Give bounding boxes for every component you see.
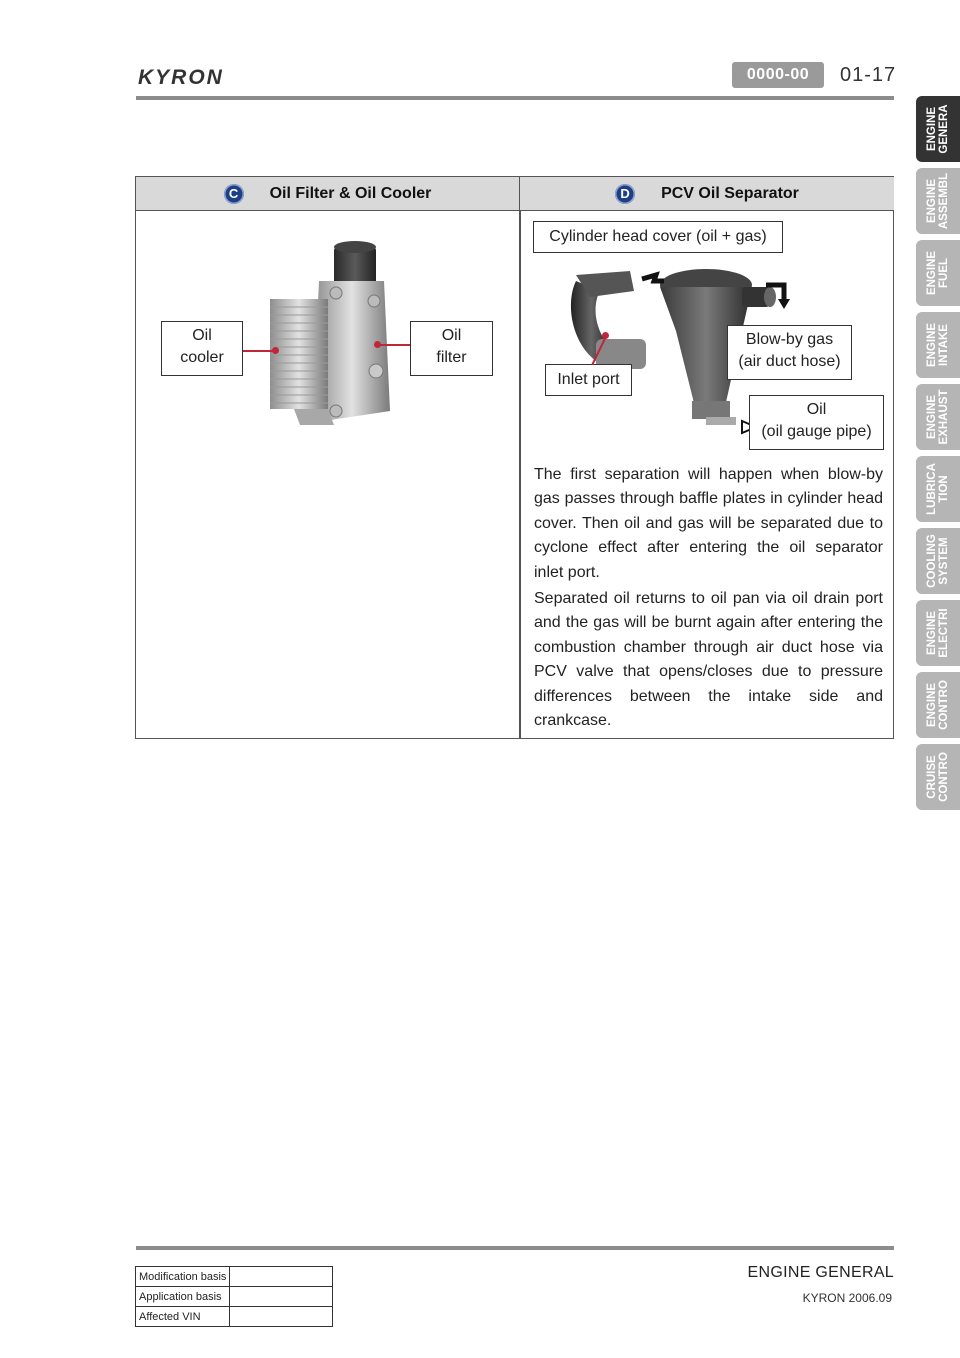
description-paragraph-1: The first separation will happen when blow-by gas passes through baffle plates in cylinder head cover. Then oil and gas will be separated due to cyclone effect after entering the oil separator inlet port. <box>534 466 883 581</box>
oil-filter-cooler-photo <box>264 241 394 431</box>
leader-oil-cooler <box>243 350 275 352</box>
leader-dot-oil-filter <box>374 341 381 348</box>
callout-oil-cooler <box>161 321 243 376</box>
side-tab-7[interactable] <box>916 600 960 666</box>
application-basis-label: Application basis <box>136 1287 230 1307</box>
affected-vin-label: Affected VIN <box>136 1307 230 1327</box>
table-row <box>136 1287 333 1307</box>
description-paragraph-2: Separated oil returns to oil pan via oil drain port and the gas will be burnt again after entering the combustion chamber through air duct hose via PCV valve that opens/closes due to pressure differences between the intake side and crankcase. <box>534 590 883 730</box>
side-tab-label: ENGINE INTAKE <box>926 322 950 368</box>
footer-rule <box>136 1246 894 1250</box>
table-row <box>136 1267 333 1287</box>
header-title-left: Oil Filter & Oil Cooler <box>269 184 432 202</box>
callout-oil-filter <box>410 321 493 376</box>
modification-basis-label: Modification basis <box>136 1267 230 1287</box>
modification-table <box>135 1266 333 1327</box>
callout-inlet-port-text: Inlet port <box>557 371 620 388</box>
header-title-right: PCV Oil Separator <box>661 184 799 202</box>
callout-blow-by-gas-line1: Blow-by gas <box>745 331 834 348</box>
callout-oil-filter-line1: Oil <box>441 327 462 344</box>
section-code-badge: 0000-00 <box>732 62 824 88</box>
callout-oil-line1: Oil <box>806 401 827 418</box>
page-number: 01-17 <box>840 64 897 86</box>
side-tab-label: ENGINE CONTRO <box>926 680 950 730</box>
leader-oil-filter <box>379 344 410 346</box>
callout-oil-gauge-pipe <box>749 395 884 450</box>
side-tab-label: ENGINE FUEL <box>926 250 950 296</box>
side-tab-label: ENGINE ASSEMBL <box>926 172 950 230</box>
pcv-description <box>534 463 883 735</box>
side-tab-label: CRUISE CONTRO <box>926 752 950 802</box>
side-tab-2[interactable] <box>916 240 960 306</box>
callout-cylinder-head-cover <box>533 221 783 253</box>
side-tab-label: ENGINE EXHAUST <box>926 389 950 445</box>
application-basis-value <box>230 1287 333 1307</box>
side-tab-9[interactable] <box>916 744 960 810</box>
header-pcv-oil-separator <box>520 177 894 211</box>
leader-dot-oil-cooler <box>272 347 279 354</box>
kyron-logo <box>136 66 286 88</box>
section-badge-c: C <box>224 184 244 204</box>
side-tab-label: ENGINE ELECTRI <box>926 608 950 658</box>
table-row <box>136 1307 333 1327</box>
side-tab-0[interactable] <box>916 96 960 162</box>
column-divider <box>519 177 521 738</box>
side-tab-3[interactable] <box>916 312 960 378</box>
side-tab-8[interactable] <box>916 672 960 738</box>
side-tab-label: ENGINE GENERA <box>926 104 950 154</box>
info-table <box>135 176 894 739</box>
side-tab-6[interactable] <box>916 528 960 594</box>
header-oil-filter-cooler <box>136 177 519 211</box>
callout-blow-by-gas-line2: (air duct hose) <box>738 353 841 370</box>
callout-oil-cooler-line2: cooler <box>180 349 224 366</box>
side-tab-label: COOLING SYSTEM <box>926 534 950 588</box>
callout-oil-filter-line2: filter <box>436 349 467 366</box>
callout-oil-line2: (oil gauge pipe) <box>761 423 872 440</box>
callout-oil-cooler-line1: Oil <box>192 327 212 344</box>
header-rule <box>136 96 894 100</box>
callout-blow-by-gas <box>727 325 852 380</box>
footer-version: KYRON 2006.09 <box>802 1291 892 1305</box>
footer-section-title: ENGINE GENERAL <box>747 1264 894 1281</box>
section-badge-d: D <box>615 184 635 204</box>
brand-name: KYRON <box>138 66 224 88</box>
callout-inlet-port <box>545 364 632 396</box>
side-tab-label: LUBRICA TION <box>926 463 950 515</box>
side-tab-1[interactable] <box>916 168 960 234</box>
modification-basis-value <box>230 1267 333 1287</box>
side-tab-4[interactable] <box>916 384 960 450</box>
leader-dot-inlet-port <box>602 332 609 339</box>
callout-cylinder-head-cover-text: Cylinder head cover (oil + gas) <box>549 228 767 245</box>
affected-vin-value <box>230 1307 333 1327</box>
side-tab-5[interactable] <box>916 456 960 522</box>
